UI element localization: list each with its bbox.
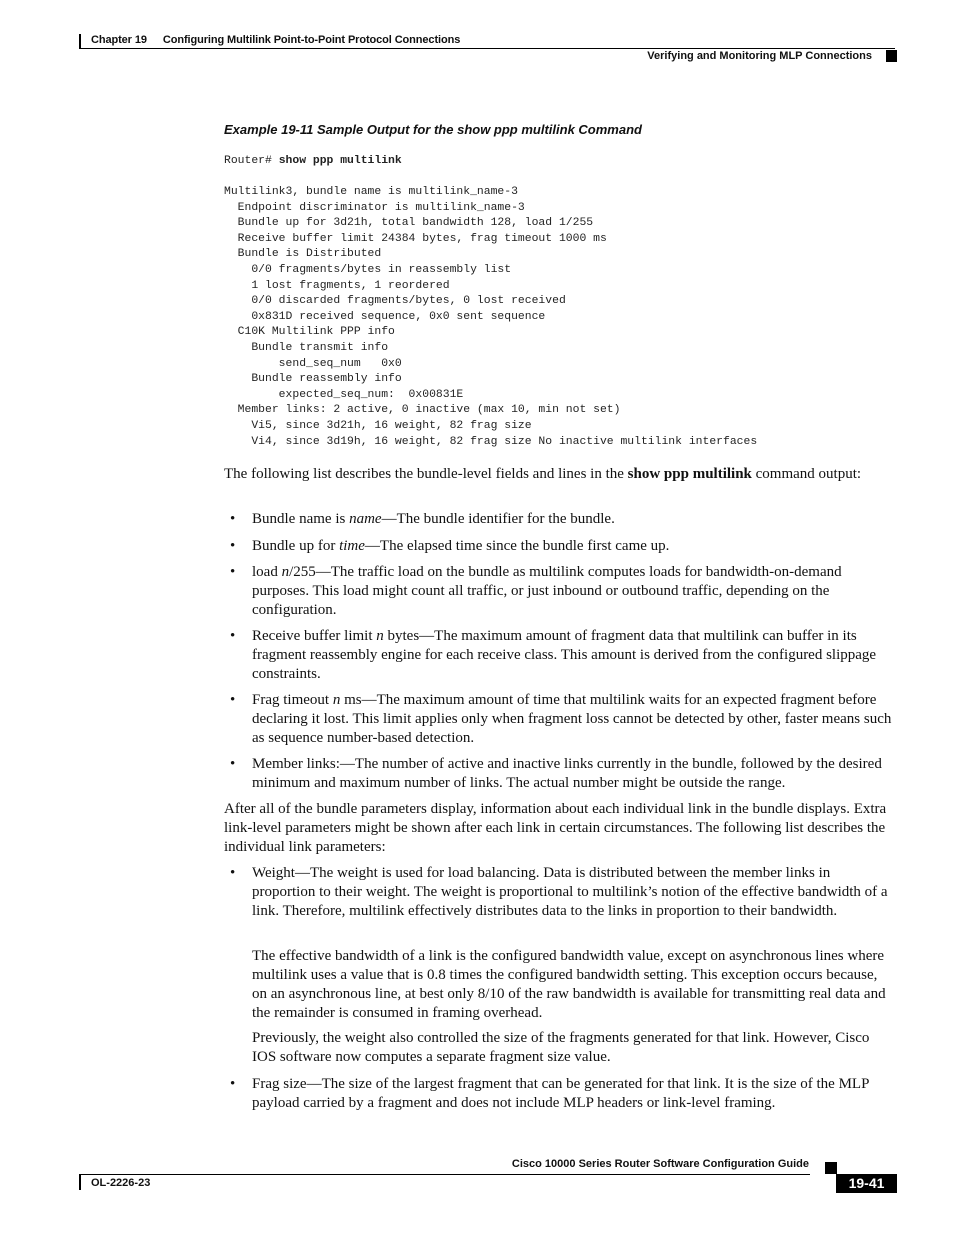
- bullet-glyph: •: [230, 692, 236, 708]
- bullet-glyph: •: [230, 564, 236, 580]
- doc-number: OL-2226-23: [91, 1177, 151, 1189]
- list-item: [224, 691, 896, 748]
- item-text: Bundle name is: [252, 511, 350, 527]
- item-text: Receive buffer limit: [252, 628, 377, 644]
- router-prompt: Router#: [224, 155, 279, 167]
- item-text: Member links:—The number of active and inactive links currently in the bundle, followed by the desired minimum and maximum number of links. The actual number might be outside the range.: [252, 756, 882, 791]
- weight-text: Weight—The weight is used for load balancing. Data is distributed between the member links in proportion to their weight. The weight is proportional to multilink’s notion of the effective bandwidth of a link. Therefore, multilink effectively distributes data to the links in proportion to their bandwidth.: [252, 865, 888, 919]
- item-italic: n: [376, 628, 384, 644]
- item-italic: n: [332, 692, 341, 708]
- header-square-mark: [886, 50, 897, 62]
- item-text: —The elapsed time since the bundle first came up.: [364, 538, 670, 554]
- list-item: [224, 563, 896, 620]
- item-italic: name: [349, 511, 382, 527]
- header-left-bar: [79, 34, 81, 49]
- weight-paragraph-2: The effective bandwidth of a link is the configured bandwidth value, except on asynchronous lines where multilink uses a value that is 0.8 times the configured bandwidth setting. This exception occurs because, on an asynchronous line, at best only 8/10 of the raw bandwidth is available for transmitting real data and the remainder is consumed in framing overhead.: [252, 948, 886, 1021]
- intro-text-before: The following list describes the bundle-level fields and lines in the: [224, 466, 628, 482]
- footer-left-bar: [79, 1174, 81, 1190]
- intro-command: show ppp multilink: [627, 466, 752, 482]
- section-title: Verifying and Monitoring MLP Connections: [647, 50, 872, 62]
- list-item: [224, 1075, 896, 1113]
- bullet-glyph: •: [230, 628, 236, 644]
- intro-paragraph: [224, 465, 896, 484]
- item-italic: time: [339, 538, 365, 554]
- bullet-glyph: •: [230, 1076, 236, 1092]
- guide-title: Cisco 10000 Series Router Software Configuration Guide: [511, 1158, 809, 1170]
- running-header: [91, 34, 460, 46]
- item-text: bytes—The maximum amount of fragment data that multilink can buffer in its fragment reassembly engine for each receive class. This amount is derived from the configured slippage constraints.: [252, 628, 877, 682]
- command-text: show ppp multilink: [278, 155, 402, 167]
- bullet-glyph: •: [230, 756, 236, 772]
- link-intro-paragraph: [224, 800, 896, 857]
- command-output: Multilink3, bundle name is multilink_name-3 Endpoint discriminator is multilink_name-3 Bundle up for 3d21h, total bandwidth 128, load 1/255 Receive buffer limit 24384 bytes, frag timeout 1000 ms Bundle is Distributed 0/0 fragments/bytes in reassembly list 1 lost fragments, 1 reordered 0/0 discarded fragments/bytes, 0 lost received 0x831D received sequence, 0x0 sent sequence C10K Multilink PPP info Bundle transmit info send_seq_num 0x0 Bundle reassembly info expected_seq_num: 0x00831E Member links: 2 active, 0 inactive (max 10, min not set) Vi5, since 3d21h, 16 weight, 82 frag size Vi4, since 3d19h, 16 weight, 82 frag size No inactive multilink interfaces: [224, 186, 758, 448]
- item-text: /255—The traffic load on the bundle as multilink computes loads for bandwidth-on-demand purposes. This load might count all traffic, or just inbound or outbound traffic, depending on the configuration.: [252, 564, 842, 618]
- chapter-title: Configuring Multilink Point-to-Point Protocol Connections: [162, 34, 461, 46]
- item-text: ms—The maximum amount of time that multilink waits for an expected fragment before declaring it lost. This limit applies only when fragment loss cannot be detected by other, faster means such as sequence number-based detection.: [252, 692, 892, 746]
- bullet-glyph: •: [230, 865, 236, 881]
- chapter-number: Chapter 19: [91, 34, 147, 46]
- list-item: [224, 864, 896, 921]
- header-rule: [80, 48, 895, 49]
- list-item: [224, 537, 896, 556]
- list-item: [224, 510, 896, 529]
- bullet-glyph: •: [230, 538, 236, 554]
- intro-text-after: command output:: [751, 466, 862, 482]
- link-intro-text: After all of the bundle parameters display, information about each individual link in the bundle displays. Extra link-level parameters might be shown after each link in certain circumstances. The following list describes the individual link parameters:: [224, 801, 887, 855]
- item-italic: n: [281, 564, 290, 580]
- bullet-glyph: •: [230, 511, 236, 527]
- item-text: load: [252, 564, 282, 580]
- footer-rule: [80, 1174, 810, 1175]
- frag-size-text: Frag size—The size of the largest fragment that can be generated for that link. It is the size of the MLP payload carried by a fragment and does not include MLP headers or link-level framing.: [252, 1076, 869, 1111]
- item-text: Frag timeout: [252, 692, 333, 708]
- list-item: [224, 755, 896, 793]
- weight-paragraph-3: Previously, the weight also controlled the size of the fragments generated for that link. However, Cisco IOS software now computes a separate fragment size value.: [252, 1030, 870, 1065]
- command-line: [224, 154, 402, 170]
- footer-square-mark: [825, 1162, 837, 1174]
- list-item: [224, 627, 896, 684]
- item-text: —The bundle identifier for the bundle.: [381, 511, 615, 527]
- page-number: 19-41: [836, 1174, 897, 1193]
- item-text: Bundle up for: [252, 538, 340, 554]
- example-caption: Example 19-11 Sample Output for the show ppp multilink Command: [224, 122, 642, 137]
